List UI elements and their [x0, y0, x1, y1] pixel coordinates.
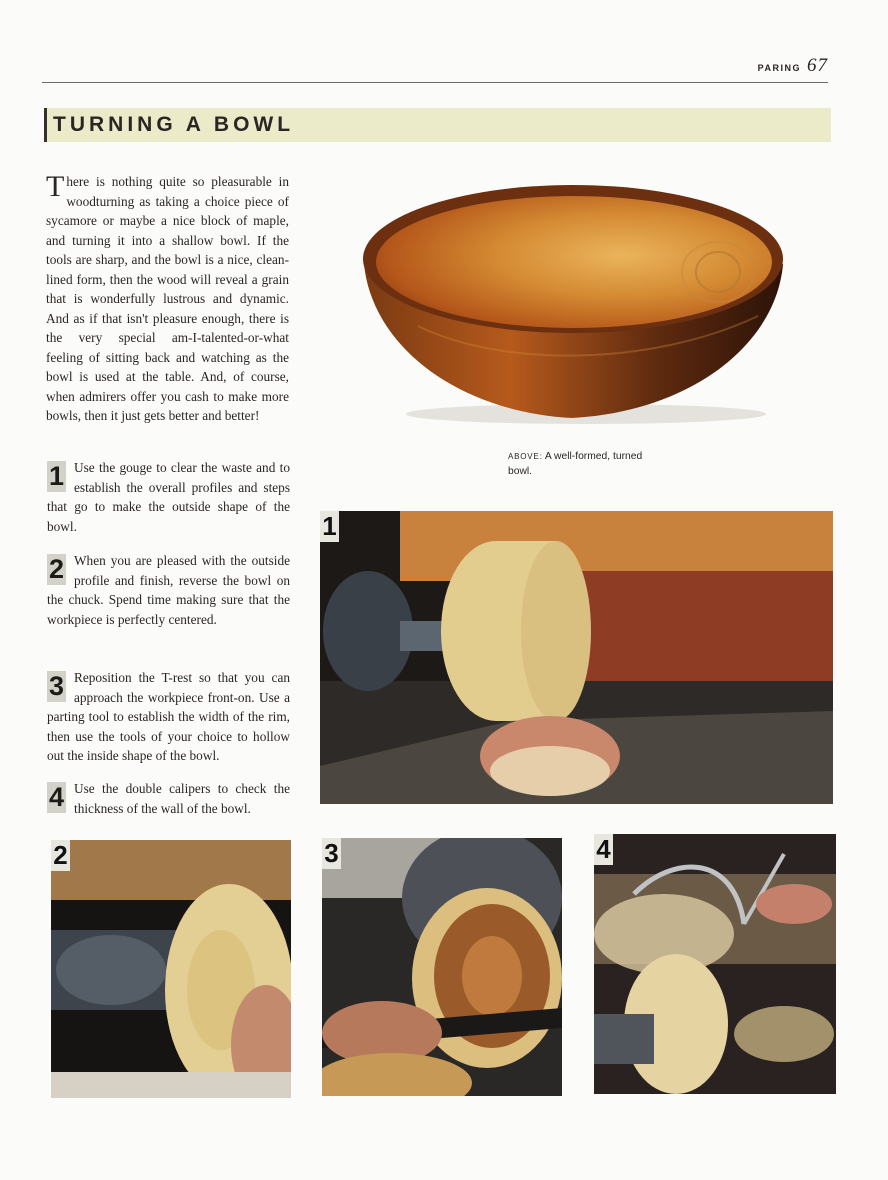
- caption-text: A well-formed, turned bowl.: [508, 451, 643, 477]
- step-number: 2: [48, 554, 65, 584]
- finished-bowl-image: [358, 176, 788, 426]
- step-4: [47, 779, 290, 818]
- page-title: TURNING A BOWL: [53, 113, 295, 136]
- header-rule: [42, 82, 828, 83]
- step-text: Use the gouge to clear the waste and to establish the overall profiles and steps that go to make the outside shape of the bowl.: [47, 460, 290, 534]
- bowl-caption: [508, 449, 668, 479]
- intro-text: here is nothing quite so pleasurable in woodturning as taking a choice piece of sycamore or maybe a nice block of maple, and turning it into a shallow bowl. If the tools are sharp, and the bowl is a nice, clean-lined form, then the wood will reveal a grain that is wonderfully lustrous and dynamic. And as if that isn't pleasure enough, there is the very special am-I-talented-or-what feeling of sitting back and watching as the bowl is used at the table. And, of course, when admirers offer you cash to make more bowls, then it just gets better and better!: [46, 174, 289, 423]
- step-number: 4: [48, 782, 65, 812]
- step-photo-4: [594, 834, 836, 1094]
- step-1: [47, 458, 290, 536]
- step-3: [47, 668, 290, 766]
- photo-label: 3: [322, 838, 341, 869]
- step-2: [47, 551, 290, 629]
- step-text: When you are pleased with the outside profile and finish, reverse the bowl on the chuck. Spend time making sure that the workpiece is perfectly centered.: [47, 553, 290, 627]
- photo-label: 2: [51, 840, 70, 871]
- page-number: 67: [807, 55, 828, 76]
- intro-paragraph: [46, 172, 289, 426]
- step-text: Use the double calipers to check the thickness of the wall of the bowl.: [74, 781, 290, 816]
- step-text: Reposition the T-rest so that you can approach the workpiece front-on. Use a parting tool to establish the width of the rim, then use the tools of your choice to hollow out the inside shape of the bowl.: [47, 670, 290, 763]
- running-head: [758, 55, 828, 77]
- title-bar: [44, 108, 831, 142]
- section-name: PARING: [757, 63, 801, 73]
- step-photo-2: [51, 840, 291, 1098]
- drop-cap: T: [46, 170, 65, 203]
- step-number: 3: [48, 671, 65, 701]
- photo-label: 4: [594, 834, 613, 865]
- caption-lead: ABOVE:: [508, 452, 543, 461]
- photo-label: 1: [320, 511, 339, 542]
- step-photo-3: [322, 838, 562, 1096]
- step-number: 1: [48, 461, 65, 491]
- step-photo-1: [320, 511, 833, 804]
